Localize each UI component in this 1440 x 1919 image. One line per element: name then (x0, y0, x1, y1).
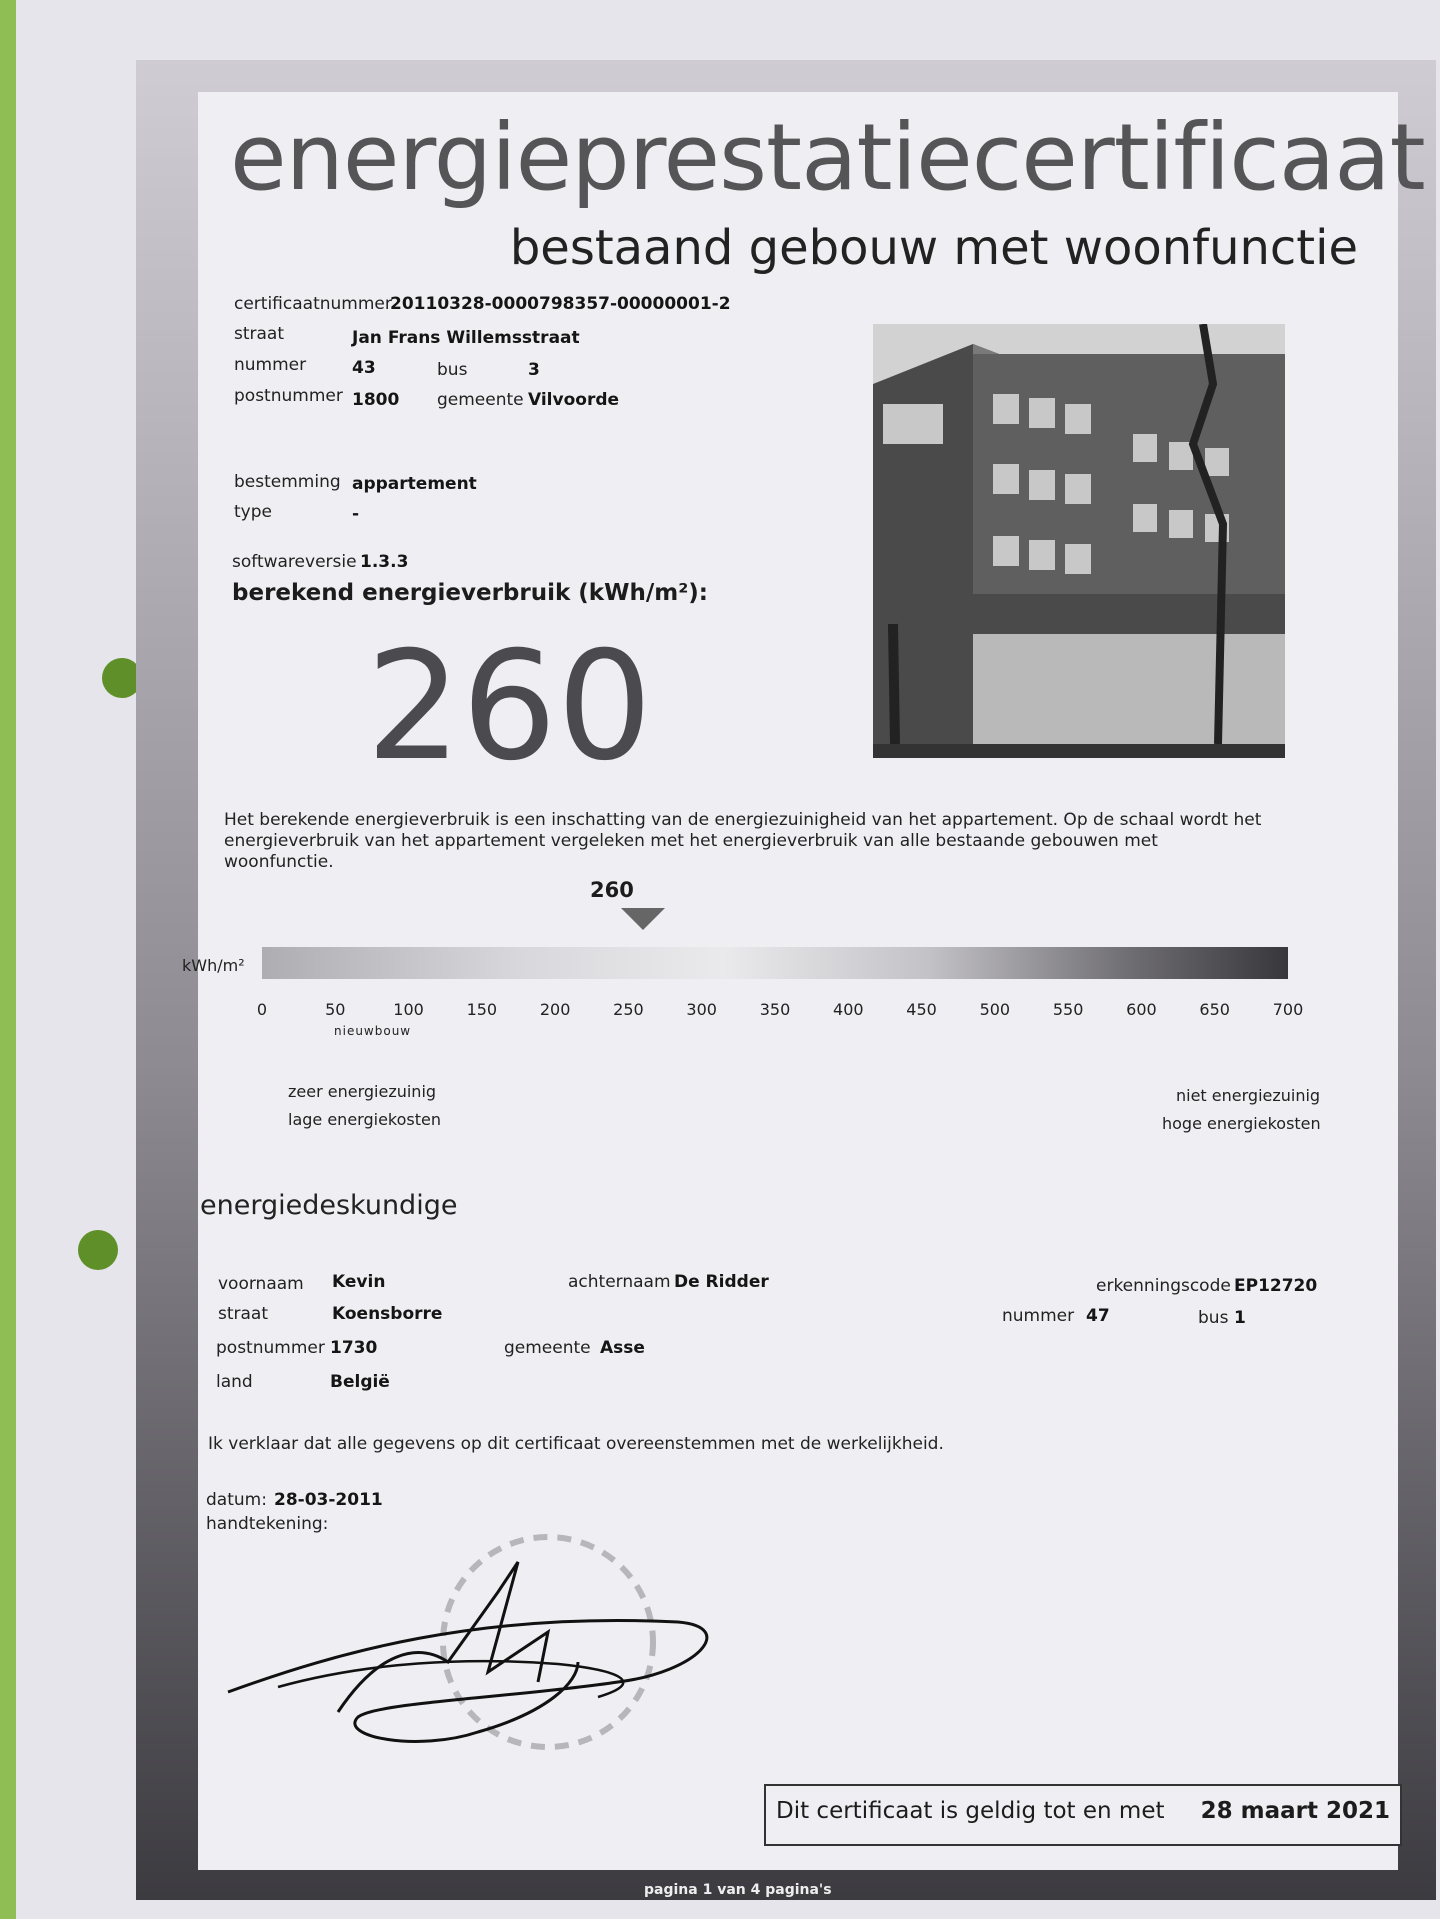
page-footer: pagina 1 van 4 pagina's (644, 1882, 832, 1898)
certificaatnummer-value: 20110328-0000798357-00000001-2 (390, 294, 731, 314)
expert-bus-value: 1 (1234, 1308, 1246, 1328)
declaration-text: Ik verklaar dat alle gegevens op dit certificaat overeenstemmen met de werkelijkheid. (208, 1434, 944, 1454)
scale-marker-arrow (621, 908, 665, 930)
datum-label: datum: (206, 1490, 267, 1510)
expert-postnummer-label: postnummer (216, 1338, 325, 1358)
expert-nummer-value: 47 (1086, 1306, 1110, 1326)
handtekening-label: handtekening: (206, 1514, 329, 1534)
expert-gemeente-label: gemeente (504, 1338, 591, 1358)
energy-value: 260 (366, 620, 653, 794)
softwareversie-label: softwareversie (232, 552, 357, 572)
certificate-frame (136, 60, 1436, 1900)
scale-tick-label: 0 (256, 1000, 268, 1019)
type-value: - (352, 504, 360, 524)
expert-land-value: België (330, 1372, 390, 1392)
scale-tick-label: 600 (1126, 1000, 1157, 1019)
expert-voornaam-value: Kevin (332, 1272, 386, 1292)
expert-land-label: land (216, 1372, 253, 1392)
expert-postnummer-value: 1730 (330, 1338, 378, 1358)
energy-scale-bar (262, 947, 1288, 979)
certificaatnummer-label: certificaatnummer (234, 294, 392, 314)
scale-tick-label: 700 (1272, 1000, 1304, 1019)
signature-image (218, 1532, 778, 1792)
nummer-value: 43 (352, 358, 376, 378)
nieuwbouw-label: nieuwbouw (334, 1024, 412, 1038)
postnummer-label: postnummer (234, 386, 343, 406)
punch-hole (78, 1230, 118, 1270)
scale-tick-label: 50 (325, 1000, 346, 1019)
expert-voornaam-label: voornaam (218, 1274, 304, 1294)
scale-right-label-1: niet energiezuinig (1176, 1086, 1321, 1105)
document-title: energieprestatiecertificaat (230, 104, 1425, 211)
scale-tick-label: 300 (686, 1000, 717, 1019)
expert-erkenningscode-label: erkenningscode (1096, 1276, 1231, 1296)
datum-value: 28-03-2011 (274, 1490, 383, 1510)
building-photo (873, 324, 1285, 758)
energy-description: Het berekende energieverbruik is een inschatting van de energiezuinigheid van het appartement. Op de schaal wordt het energieverbruik van het appartement vergeleken met het energieverbruik van alle bestaande gebouwen met woonfunctie. (224, 810, 1262, 872)
scale-left-label-1: zeer energiezuinig (288, 1082, 437, 1101)
expert-achternaam-label: achternaam (568, 1272, 671, 1292)
scale-tick-label: 200 (539, 1000, 571, 1019)
nummer-label: nummer (234, 355, 307, 375)
scale-marker-label: 260 (590, 878, 634, 902)
bus-label: bus (437, 360, 468, 380)
scale-tick-label: 100 (393, 1000, 424, 1019)
bestemming-label: bestemming (234, 472, 341, 492)
certificate-paper (16, 0, 1440, 1919)
postnummer-value: 1800 (352, 390, 400, 410)
softwareversie-value: 1.3.3 (360, 552, 409, 572)
scale-tick-label: 500 (979, 1000, 1011, 1019)
bus-value: 3 (528, 360, 540, 380)
expert-erkenningscode-value: EP12720 (1234, 1276, 1318, 1296)
gemeente-value: Vilvoorde (528, 390, 620, 410)
energy-heading: berekend energieverbruik (kWh/m²): (232, 580, 708, 606)
validity-text: Dit certificaat is geldig tot en met (776, 1798, 1165, 1824)
scale-tick-label: 250 (613, 1000, 644, 1019)
scale-tick-label: 650 (1199, 1000, 1230, 1019)
straat-value: Jan Frans Willemsstraat (352, 328, 580, 348)
scale-left-label-2: lage energiekosten (288, 1110, 441, 1129)
scale-unit-label: kWh/m² (182, 956, 245, 975)
expert-straat-label: straat (218, 1304, 269, 1324)
scale-tick-label: 350 (759, 1000, 791, 1019)
document-subtitle: bestaand gebouw met woonfunctie (509, 220, 1358, 276)
straat-label: straat (234, 324, 285, 344)
scale-tick-label: 150 (466, 1000, 498, 1019)
expert-section-title: energiedeskundige (200, 1190, 458, 1221)
scale-tick-label: 400 (833, 1000, 864, 1019)
gemeente-label: gemeente (437, 390, 524, 410)
validity-box (764, 1784, 1402, 1846)
expert-straat-value: Koensborre (332, 1304, 443, 1324)
expert-achternaam-value: De Ridder (674, 1272, 769, 1292)
scale-right-label-2: hoge energiekosten (1162, 1114, 1321, 1133)
validity-date: 28 maart 2021 (1200, 1798, 1390, 1824)
bestemming-value: appartement (352, 474, 477, 494)
expert-nummer-label: nummer (1002, 1306, 1075, 1326)
expert-gemeente-value: Asse (600, 1338, 645, 1358)
scale-ticks (256, 1000, 1304, 1022)
type-label: type (234, 502, 272, 522)
certificate-content (182, 92, 1425, 1870)
expert-bus-label: bus (1198, 1308, 1229, 1328)
scale-tick-label: 550 (1052, 1000, 1084, 1019)
scale-tick-label: 450 (906, 1000, 937, 1019)
